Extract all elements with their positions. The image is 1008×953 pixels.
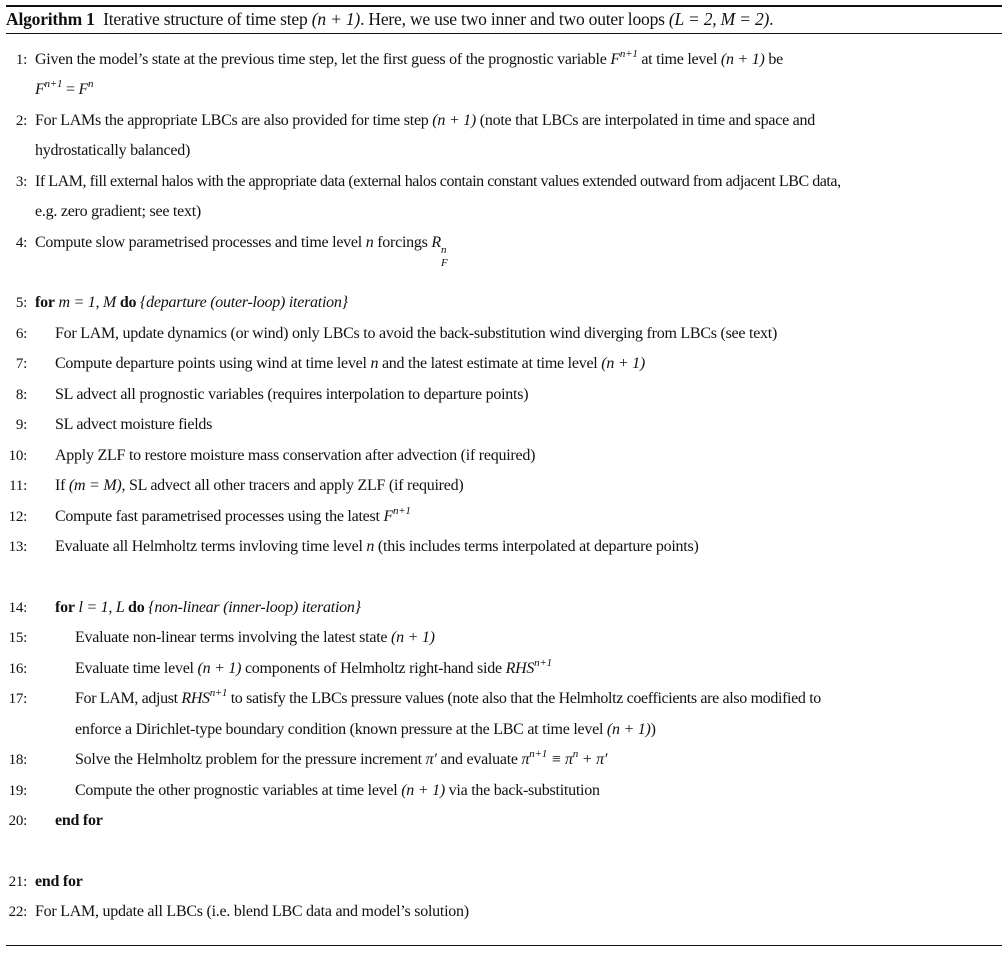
line-number: 12: [8,509,27,525]
line-text: end for [35,873,83,890]
line-number: 3: [15,174,27,190]
line-text: Compute slow parametrised processes and time level n forcings R n F [35,234,448,269]
line-text: enforce a Dirichlet-type boundary condition (known pressure at the LBC at time level (n + 1)) [75,721,656,738]
line-text: Evaluate all Helmholtz terms invloving time level n (this includes terms interpolated at departure points) [55,538,699,555]
line-text: Given the model’s state at the previous time step, let the first guess of the prognostic variable $F^{n+1}$ at time level (n + 1) be [35,48,783,68]
caption-text: . Here, we use two inner and two outer loops [360,9,669,29]
line-text: hydrostatically balanced) [35,142,191,159]
line-number: 14: [8,600,27,616]
line-text: For LAM, update all LBCs (i.e. blend LBC data and model’s solution) [35,903,469,920]
line-number: 9: [15,417,27,433]
line-text: Compute the other prognostic variables at time level (n + 1) via the back-substitution [75,782,600,799]
line-text: If LAM, fill external halos with the appropriate data (external halos contain constant values extended outward from adjacent LBC data, [35,173,841,190]
line-number: 13: [8,539,27,555]
line-number: 7: [15,356,27,372]
line-text: If (m = M), SL advect all other tracers and apply ZLF (if required) [55,477,464,494]
top-rule [6,5,1002,7]
line-number: 11: [9,478,27,494]
caption-rule [6,33,1002,34]
line-text: Apply ZLF to restore moisture mass conservation after advection (if required) [55,447,536,464]
line-number: 6: [15,326,27,342]
algorithm-label: Algorithm 1 [6,9,95,29]
caption-math: (L = 2, M = 2) [668,9,770,29]
line-number: 21: [8,874,27,890]
line-number: 15: [8,630,27,646]
line-text: e.g. zero gradient; see text) [35,203,201,220]
line-text: for m = 1, M do {departure (outer-loop) iteration} [35,294,348,311]
line-number: 20: [8,813,27,829]
caption-text: Iterative structure of time step [103,9,312,29]
algorithm-caption [6,9,773,30]
caption-text: . [769,9,774,29]
line-text: For LAMs the appropriate LBCs are also provided for time step (n + 1) (note that LBCs are interpolated in time and space and [35,112,816,129]
line-text: For LAM, update dynamics (or wind) only LBCs to avoid the back-substitution wind diverging from LBCs (see text) [55,325,778,342]
line-number: 4: [15,235,27,251]
line-number: 8: [15,387,27,403]
line-text: Solve the Helmholtz problem for the pressure increment π′ and evaluate $\pi^{n+1} \equiv \pi^n + \pi'$ [75,748,608,768]
line-text: Compute fast parametrised processes using the latest $F^{n+1}$ [55,505,411,525]
line-number: 16: [8,661,27,677]
line-number: 5: [15,295,27,311]
line-text: Compute departure points using wind at time level n and the latest estimate at time level (n + 1) [55,355,645,372]
bottom-rule [6,945,1002,946]
line-text: for l = 1, L do {non-linear (inner-loop) iteration} [55,599,361,616]
caption-math: (n + 1) [311,9,361,29]
line-text: Evaluate non-linear terms involving the latest state (n + 1) [75,629,435,646]
line-number: 18: [8,752,27,768]
line-text: For LAM, adjust $RHS^{n+1}$ to satisfy the LBCs pressure values (note also that the Helmholtz coefficients are also modified to [75,687,821,707]
line-text: Evaluate time level (n + 1) components of Helmholtz right-hand side $RHS^{n+1}$ [75,657,552,677]
line-text: $F^{n+1} = F^n$ [35,78,94,98]
line-text: SL advect moisture fields [55,416,213,433]
line-number: 10: [8,448,27,464]
line-number: 19: [8,783,27,799]
line-number: 17: [8,691,27,707]
line-number: 22: [8,904,27,920]
line-text: SL advect all prognostic variables (requires interpolation to departure points) [55,386,529,403]
line-number: 2: [15,113,27,129]
line-number: 1: [15,52,27,68]
line-text: end for [55,812,103,829]
